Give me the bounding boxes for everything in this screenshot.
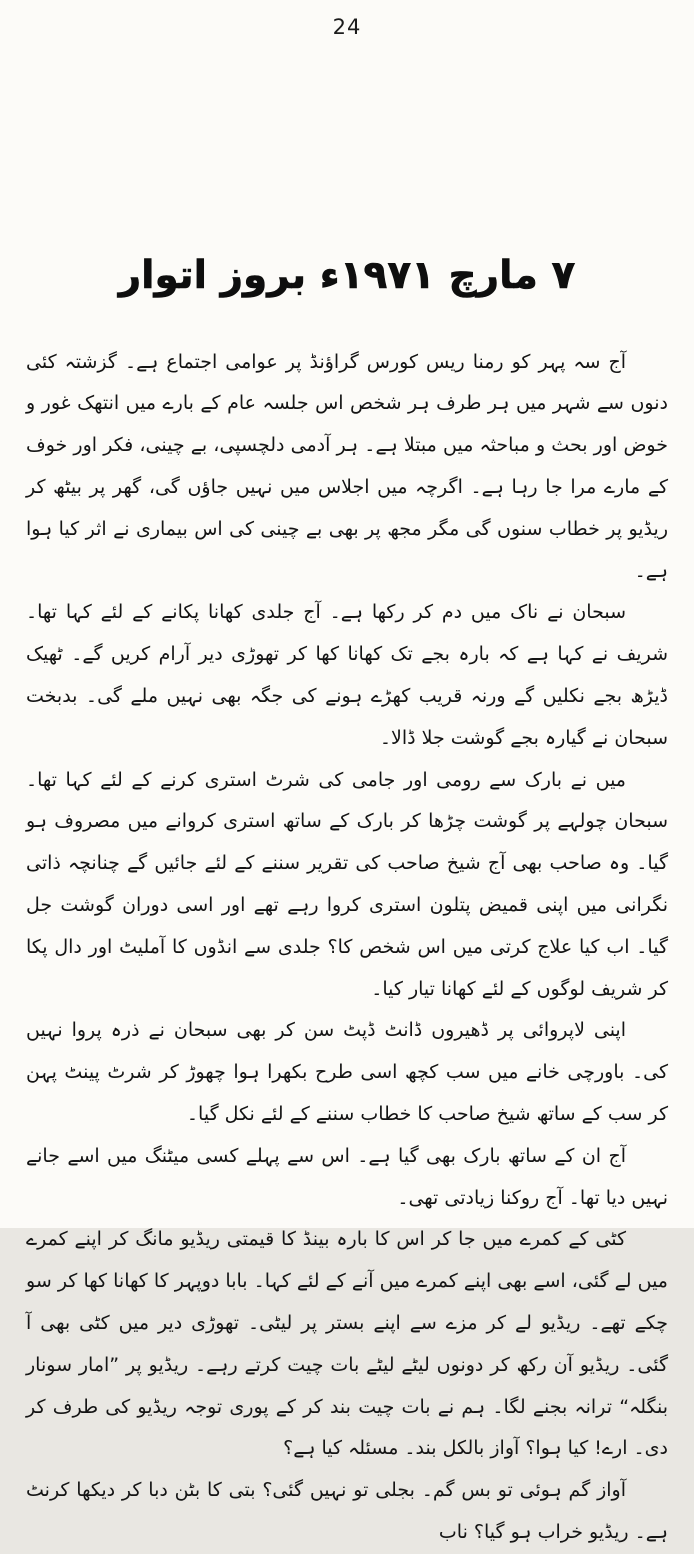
paragraph-7: آواز گم ہوئی تو بس گم۔ بجلی تو نہیں گئی؟ بتی کا بٹن دبا کر دیکھا کرنٹ ہے۔ ریڈیو خراب ہو گیا؟ ناب — [26, 1479, 668, 1543]
diary-body — [26, 342, 668, 1554]
paragraph-2: سبحان نے ناک میں دم کر رکھا ہے۔ آج جلدی کھانا پکانے کے لئے کہا تھا۔ شریف نے کہا ہے کہ بارہ بجے تک کھانا کھا کر تھوڑی دیر آرام کریں گے۔ ٹھیک ڈیڑھ بجے نکلیں گے ورنہ قریب کھڑے ہونے کی جگہ بھی نہیں ملے گی۔ بدبخت سبحان نے گیارہ بجے گوشت جلا ڈالا۔ — [26, 601, 668, 749]
page-number: 24 — [332, 15, 362, 39]
paragraph-6: کٹی کے کمرے میں جا کر اس کا بارہ بینڈ کا قیمتی ریڈیو مانگ کر اپنے کمرے میں لے گئی، اسے بھی اپنے کمرے میں آنے کے لئے کہا۔ بابا دوپہر کا کھانا کھا کر سو چکے تھے۔ ریڈیو لے کر مزے سے اپنے بستر پر لیٹی۔ تھوڑی دیر میں کٹی بھی آ گئی۔ ریڈیو آن رکھ کر دونوں لیٹے لیٹے بات چیت کرتے رہے۔ ریڈیو پر ”امار سونار بنگلہ“ ترانہ بجنے لگا۔ ہم نے بات چیت بند کر کے پوری توجہ ریڈیو کی طرف کر دی۔ ارے! کیا ہوا؟ آواز بالکل بند۔ مسئلہ کیا ہے؟ — [26, 1228, 668, 1460]
date-heading: ۷ مارچ ۱۹۷۱ء بروز اتوار — [118, 253, 576, 298]
paragraph-5: آج ان کے ساتھ بارک بھی گیا ہے۔ اس سے پہلے کسی میٹنگ میں اسے جانے نہیں دیا تھا۔ آج روکنا زیادتی تھی۔ — [26, 1144, 668, 1209]
paragraph-3: میں نے بارک سے رومی اور جامی کی شرٹ استری کرنے کے لئے کہا تھا۔ سبحان چولہے پر گوشت چڑھا کر بارک کے ساتھ استری کروانے میں مصروف ہو گیا۔ وہ صاحب بھی آج شیخ صاحب کی تقریر سننے کے لئے جائیں گے چنانچہ ذاتی نگرانی میں اپنی قمیض پتلون استری کروا رہے تھے اور اسی دوران گوشت جل گیا۔ اب کیا علاج کرتی میں اس شخص کا؟ جلدی سے انڈوں کا آملیٹ اور دال پکا کر شریف لوگوں کے لئے کھانا تیار کیا۔ — [26, 768, 668, 1000]
paragraph-4: اپنی لاپروائی پر ڈھیروں ڈانٹ ڈپٹ سن کر بھی سبحان نے ذرہ پروا نہیں کی۔ باورچی خانے میں سب کچھ اسی طرح بکھرا ہوا چھوڑ کر شرٹ پینٹ پہن کر سب کے ساتھ شیخ صاحب کا خطاب سننے کے لئے نکل گیا۔ — [26, 1019, 668, 1126]
paragraph-1: آج سہ پہر کو رمنا ریس کورس گراؤنڈ پر عوامی اجتماع ہے۔ گزشتہ کئی دنوں سے شہر میں ہر طرف ہر شخص اس جلسہ عام کے بارے میں انتھک غور و خوض اور بحث و مباحثہ میں مبتلا ہے۔ ہر آدمی دلچسپی، بے چینی، فکر اور خوف کے مارے مرا جا رہا ہے۔ اگرچہ میں اجلاس میں نہیں جاؤں گی، گھر پر بیٹھ کر ریڈیو پر خطاب سنوں گی مگر مجھ پر بھی بے چینی کی اس بیماری نے اثر کیا ہوا ہے۔ — [26, 350, 668, 582]
